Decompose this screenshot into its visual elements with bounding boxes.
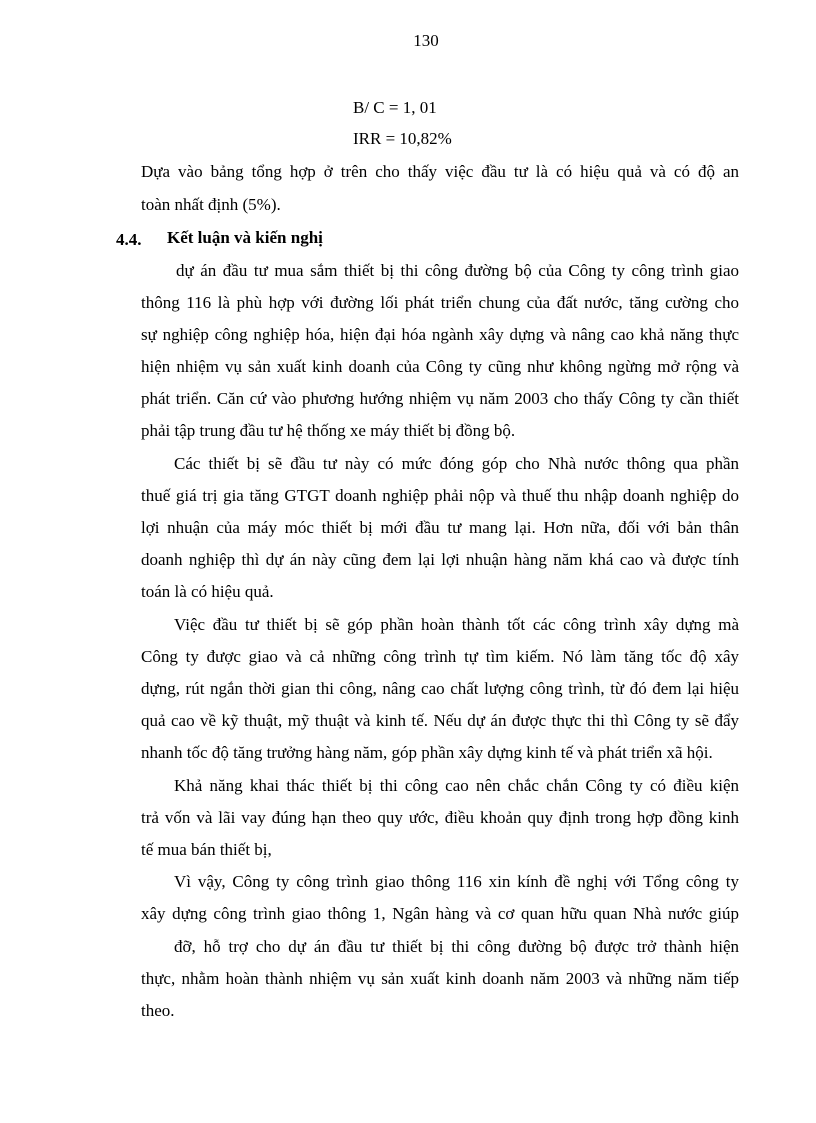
paragraph-line: nhanh tốc độ tăng trưởng hàng năm, góp phần xây dựng kinh tế và phát triển xã hội. [141,743,713,762]
paragraph-line: Vì vậy, Công ty công trình giao thông 116 xin kính đề nghị với Tổng công ty [174,872,739,891]
paragraph-line: tế mua bán thiết bị, [141,840,272,859]
paragraph-line: quả cao về kỹ thuật, mỹ thuật và kinh tế. Nếu dự án được thực thi thì Công ty sẽ đẩy [141,711,739,730]
paragraph-line: sự nghiệp công nghiệp hóa, hiện đại hóa ngành xây dựng và nâng cao khả năng thực [141,325,739,344]
paragraph-line: doanh nghiệp thì dự án này cũng đem lại lợi nhuận hàng năm khá cao và được tính [141,550,739,569]
paragraph-line: Công ty được giao và cả những công trình tự tìm kiếm. Nó làm tăng tốc độ xây [141,647,739,666]
paragraph-line: phải tập trung đầu tư hệ thống xe máy thiết bị đồng bộ. [141,421,516,440]
paragraph-line: đỡ, hỗ trợ cho dự án đầu tư thiết bị thi công đường bộ được trở thành hiện [174,937,739,956]
paragraph-line: dựng, rút ngắn thời gian thi công, nâng cao chất lượng công trình, từ đó đem lại hiệu [141,679,739,698]
paragraph-line: phát triển. Căn cứ vào phương hướng nhiệm vụ năm 2003 cho thấy Công ty cần thiết [141,389,739,408]
paragraph-line: thông 116 là phù hợp với đường lối phát triển chung của đất nước, tăng cường cho [141,293,739,312]
formula-irr: IRR = 10,82% [353,129,452,148]
formula-bc: B/ C = 1, 01 [353,98,437,117]
paragraph-line: Việc đầu tư thiết bị sẽ góp phần hoàn thành tốt các công trình xây dựng mà [174,615,739,634]
intro-line: Dựa vào bảng tổng hợp ở trên cho thấy việc đầu tư là có hiệu quả và có độ an [141,162,739,181]
paragraph-line: xây dựng công trình giao thông 1, Ngân hàng và cơ quan hữu quan Nhà nước giúp [141,904,739,923]
paragraph-line: thực, nhằm hoàn thành nhiệm vụ sản xuất kinh doanh năm 2003 và những năm tiếp [141,969,739,988]
paragraph-line: theo. [141,1001,175,1020]
paragraph-line: trả vốn và lãi vay đúng hạn theo quy ước, điều khoản quy định trong hợp đồng kinh [141,808,739,827]
intro-line: toàn nhất định (5%). [141,195,281,214]
paragraph-line: hiện nhiệm vụ sản xuất kinh doanh của Công ty cũng như không ngừng mở rộng và [141,357,739,376]
paragraph-line: dự án đầu tư mua sắm thiết bị thi công đường bộ của Công ty công trình giao [176,261,739,280]
page-number: 130 [413,31,439,50]
section-number: 4.4. [116,230,142,249]
paragraph-line: lợi nhuận của máy móc thiết bị mới đầu tư mang lại. Hơn nữa, đối với bản thân [141,518,739,537]
paragraph-line: Khả năng khai thác thiết bị thi công cao nên chắc chắn Công ty có điều kiện [174,776,739,795]
paragraph-line: thuế giá trị gia tăng GTGT doanh nghiệp phải nộp và thuế thu nhập doanh nghiệp do [141,486,739,505]
section-title: Kết luận và kiến nghị [167,228,323,247]
paragraph-line: Các thiết bị sẽ đầu tư này có mức đóng góp cho Nhà nước thông qua phần [174,454,739,473]
paragraph-line: toán là có hiệu quả. [141,582,274,601]
